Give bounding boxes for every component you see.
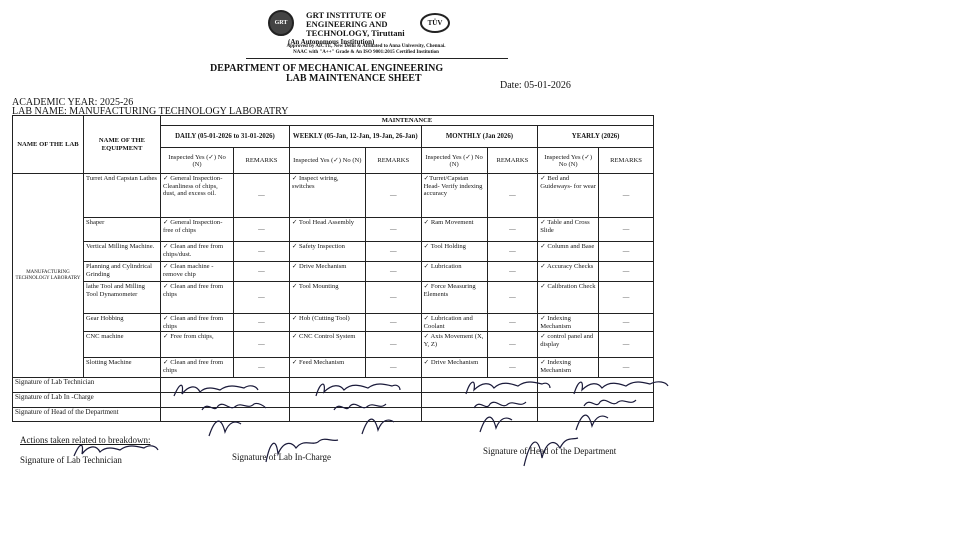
equipment-cell: Gear Hobbing [83,314,160,332]
sig-cell [161,393,290,408]
daily-cell: ✓ Clean and free from chips [161,358,234,378]
equipment-cell: Shaper [83,218,160,242]
daily-cell: ✓ Clean machine - remove chip [161,262,234,282]
daily-cell: ✓ Free from chips, [161,332,234,358]
remarks-cell: — [487,218,538,242]
remarks-cell: — [487,358,538,378]
remarks-cell: — [365,242,421,262]
sig-label-technician: Signature of Lab Technician [13,378,161,393]
equipment-cell: Turret And Capstan Lathes [83,174,160,218]
inspected-header-daily: Inspected Yes (✓) No (N) [161,148,234,174]
monthly-cell: ✓ Lubrication [421,262,487,282]
remarks-cell: — [599,314,654,332]
weekly-cell: ✓ Safety Inspection [289,242,365,262]
remarks-cell: — [234,262,290,282]
weekly-cell: ✓ Inspect wiring, switches [289,174,365,218]
remarks-cell: — [365,174,421,218]
inspected-header-monthly: Inspected Yes (✓) No (N) [421,148,487,174]
monthly-cell: ✓Turret/Capstan Head- Verify indexing accuracy [421,174,487,218]
weekly-header: WEEKLY (05-Jan, 12-Jan, 19-Jan, 26-Jan) [289,126,421,148]
remarks-cell: — [365,282,421,314]
institute-name: GRT INSTITUTE OF ENGINEERING AND TECHNOLOGY, Tiruttani [306,10,405,38]
sig-cell [538,408,654,422]
inspected-header-yearly: Inspected Yes (✓) No (N) [538,148,599,174]
remarks-header-weekly: REMARKS [365,148,421,174]
equipment-cell: Planning and Cylindrical Grinding [83,262,160,282]
remarks-cell: — [365,262,421,282]
sig-label-incharge: Signature of Lab In -Charge [13,393,161,408]
remarks-cell: — [487,332,538,358]
remarks-cell: — [234,242,290,262]
sig-cell [289,408,421,422]
sig-cell [161,378,290,393]
remarks-cell: — [365,218,421,242]
weekly-cell: ✓ CNC Control System [289,332,365,358]
remarks-cell: — [365,314,421,332]
monthly-cell: ✓ Force Measuring Elements [421,282,487,314]
daily-cell: ✓ General Inspection- free of chips [161,218,234,242]
tuv-logo-icon: TÜV [420,13,450,33]
table-row [13,242,654,262]
equipment-cell: Vertical Milling Machine. [83,242,160,262]
table-row [13,332,654,358]
remarks-cell: — [599,332,654,358]
autonomous-line: (An Autonomous Institution) [288,38,375,46]
department-title: DEPARTMENT OF MECHANICAL ENGINEERING [210,63,444,74]
approval-line-2: NAAC with "A++" Grade & An ISO 9001:2015 Certified Institution [293,50,439,55]
monthly-cell: ✓ Axis Movement (X, Y, Z) [421,332,487,358]
weekly-cell: ✓ Feed Mechanism [289,358,365,378]
daily-header: DAILY (05-01-2026 to 31-01-2026) [161,126,290,148]
approval-text [246,44,486,56]
remarks-cell: — [234,314,290,332]
monthly-header: MONTHLY (Jan 2026) [421,126,538,148]
inspected-header-weekly: Inspected Yes (✓) No (N) [289,148,365,174]
remarks-header-daily: REMARKS [234,148,290,174]
yearly-header: YEARLY (2026) [538,126,654,148]
academic-year: ACADEMIC YEAR: 2025-26 [12,97,134,108]
remarks-cell: — [234,358,290,378]
footer-sig-incharge: Signature of Lab In-Charge [232,452,332,462]
maintenance-header: MAINTENANCE [161,116,654,126]
sig-cell [538,378,654,393]
monthly-cell: ✓ Lubrication and Coolant [421,314,487,332]
grt-logo-icon: GRT [268,10,294,36]
remarks-cell: — [599,262,654,282]
remarks-cell: — [599,282,654,314]
remarks-cell: — [599,358,654,378]
yearly-cell: ✓ control panel and display [538,332,599,358]
remarks-cell: — [599,242,654,262]
sig-cell [289,393,421,408]
remarks-cell: — [599,174,654,218]
signature-row-technician [13,378,654,393]
remarks-header-monthly: REMARKS [487,148,538,174]
daily-cell: ✓ Clean and free from chips/dust. [161,242,234,262]
daily-cell: ✓ Clean and free from chips [161,282,234,314]
table-row [13,218,654,242]
remarks-header-yearly: REMARKS [599,148,654,174]
remarks-cell: — [234,282,290,314]
remarks-cell: — [234,174,290,218]
sig-cell [421,378,538,393]
sheet-date: Date: 05-01-2026 [500,80,571,91]
weekly-cell: ✓ Hob (Cutting Tool) [289,314,365,332]
signature-row-incharge [13,393,654,408]
sig-cell [289,378,421,393]
footer-sig-hod: Signature of Head of the Department [483,446,617,456]
yearly-cell: ✓ Table and Cross Slide [538,218,599,242]
table-row [13,314,654,332]
col-header-equipment: NAME OF THE EQUIPMENT [83,116,160,174]
actions-breakdown-label: Actions taken related to breakdown: [20,435,151,445]
remarks-cell: — [234,332,290,358]
monthly-cell: ✓ Tool Holding [421,242,487,262]
daily-cell: ✓ General Inspection- Cleanliness of chips, dust, and excess oil. [161,174,234,218]
sheet-title: LAB MAINTENANCE SHEET [286,73,422,84]
remarks-cell: — [234,218,290,242]
remarks-cell: — [599,218,654,242]
footer-sig-technician: Signature of Lab Technician [20,455,122,465]
table-row [13,282,654,314]
signature-row-hod [13,408,654,422]
remarks-cell: — [487,174,538,218]
yearly-cell: ✓ Calibration Check [538,282,599,314]
weekly-cell: ✓ Drive Mechanism [289,262,365,282]
remarks-cell: — [487,314,538,332]
monthly-cell: ✓ Drive Mechanism [421,358,487,378]
yearly-cell: ✓ Bed and Guideways- for wear [538,174,599,218]
sig-cell [161,408,290,422]
remarks-cell: — [365,358,421,378]
weekly-cell: ✓ Tool Mounting [289,282,365,314]
sig-cell [421,393,538,408]
lab-name: LAB NAME: MANUFACTURING TECHNOLOGY LABORATRY [12,106,289,117]
approval-line-1: Approved by AICTE, New Delhi & Affiliated to Anna University, Chennai. [286,44,446,49]
monthly-cell: ✓ Ram Movement [421,218,487,242]
yearly-cell: ✓ Accuracy Checks [538,262,599,282]
table-row [13,174,654,218]
sig-cell [421,408,538,422]
remarks-cell: — [365,332,421,358]
remarks-cell: — [487,282,538,314]
yearly-cell: ✓ Indexing Mechanism [538,358,599,378]
equipment-cell: Slotting Machine [83,358,160,378]
equipment-cell: CNC machine [83,332,160,358]
yearly-cell: ✓ Indexing Mechanism [538,314,599,332]
sig-label-hod: Signature of Head of the Department [13,408,161,422]
remarks-cell: — [487,262,538,282]
table-row [13,262,654,282]
weekly-cell: ✓ Tool Head Assembly [289,218,365,242]
col-header-lab: NAME OF THE LAB [13,116,84,174]
yearly-cell: ✓ Column and Base [538,242,599,262]
remarks-cell: — [487,242,538,262]
equipment-cell: lathe Tool and Milling Tool Dynamometer [83,282,160,314]
sig-cell [538,393,654,408]
header-divider [246,58,508,59]
maintenance-table [12,115,654,422]
table-row [13,358,654,378]
daily-cell: ✓ Clean and free from chips [161,314,234,332]
lab-name-cell: MANUFACTURING TECHNOLOGY LABORATRY [13,174,84,378]
